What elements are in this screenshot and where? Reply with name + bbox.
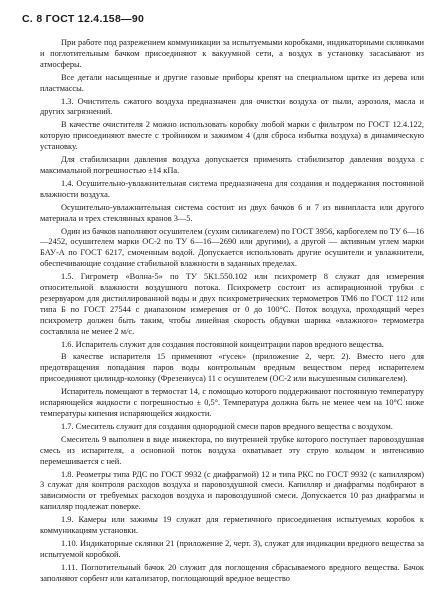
paragraph: Осушительно-увлажнительная система состоит из двух бачков 6 и 7 из винипласта или другого материала и трех стеклянных кранов 3—5. xyxy=(40,202,424,223)
paragraph: Для стабилизации давления воздуха допускается применять стабилизатор давления воздуха с максимальной погрешностью ±14 кПа. xyxy=(40,155,424,175)
paragraph: 1.3. Очиститель сжатого воздуха предназначен для очистки воздуха от пыли, аэрозоля, масла и других загрязнений. xyxy=(40,96,424,117)
paragraph: 1.5. Гигрометр «Волна-5» по ТУ 5К1.550.102 или психрометр 8 служат для измерения относительной влажности воздушного потока. Психрометр состоит из аспирационной трубки с резервуаром для дистиллированной воды и двух психрометрических термометров ТМ6 по ГОСТ 112 или типа Б по ГОСТ 27544 с диапазоном измерения от 0 до 100°С. Поток воздуха, проходящий через психрометр должен быть таким, чтобы линейная скорость обдувки шарика «влажного» термометра составляла не менее 2 м/с. xyxy=(40,272,424,336)
paragraph: Один из бачков наполняют осушителем (сухим силикагелем) по ГОСТ 3956, карбогелем по ТУ 6—16—2452, осушителем марки ОС-2 по ТУ 6—16—2690 или другими), а другой — активным углем марки БАУ-А по ГОСТ 6217, смоченным водой. Допускается использовать другие осушители и увлажнители, обеспечивающие создание стабильной влажности в заданных пределах. xyxy=(40,226,424,269)
paragraph: При работе под разрежением коммуникации за испытуемыми коробками, индикаторными склянками и поглотительным бачком присоединяют к вакуумной сети, а воздух в установку засасывают из атмосферы. xyxy=(40,38,424,69)
paragraph: 1.6. Испаритель служит для создания постоянной концентрации паров вредного вещества. xyxy=(61,339,384,349)
paragraph: 1.10. Индикаторные склянки 21 (приложение 2, черт. 3), служат для индикации вредного вещества за испытуемой коробкой. xyxy=(40,538,424,559)
paragraph: 1.9. Камеры или зажимы 19 служат для герметичного присоединения испытуемых коробок к коммуникациям установки. xyxy=(40,515,424,536)
paragraph: Смеситель 9 выполнен в виде инжектора, по внутренней трубке которого поступает паровоздушная смесь из испарителя, а основной поток воздуха охватывает эту струю кольцом и интенсивно перемешивается с ней. xyxy=(40,434,424,466)
paragraph: 1.11. Поглотительный бачок 20 служит для поглощения сбрасываемого вредного вещества. Бачок заполняют сорбент или катализатор, поглощающий вредное вещество xyxy=(40,562,424,583)
page-header: С. 8 ГОСТ 12.4.158—90 xyxy=(22,13,145,25)
document-body xyxy=(40,38,424,587)
paragraph: 1.8. Реометры типа РДС по ГОСТ 9932 (с диафрагмой) 12 и типа РКС по ГОСТ 9932 (с капилляром) 3 служат для контроля расходов воздуха и паровоздушной смеси. Капилляр и диафрагмы подбирают в зависимости от требуемых расходов воздуха и паровоздушной смеси. Допускается 10 раз диафрагмы и капилляр подлежат поверке. xyxy=(40,469,424,512)
paragraph: В качестве испарителя 15 применяют «гусек» (приложение 2, черт. 2). Вместо него для предотвращения попадания паров воды контрольным вредным веществом перед испарителем присоединяют цилиндр-колонку (Фрезениуса) 11 с осушителем (ОС-2 или высушенным силикагелем). xyxy=(40,352,424,384)
paragraph: 1.7. Смеситель служит для создания однородной смеси паров вредного вещества с воздухом. xyxy=(61,421,393,431)
paragraph: Все детали насыщенные и другие газовые приборы крепят на специальном щитке из дерева или пластмассы. xyxy=(40,72,424,93)
paragraph: 1.4. Осушительно-увлажнительная система предназначена для создания и поддержания постоянной влажности воздуха. xyxy=(40,178,424,199)
paragraph: В качестве очистителя 2 можно использовать коробку любой марки с фильтром по ГОСТ 12.4.122, которую присоединяют вместе с тройником и зажимом 4 (для сброса избытка воздуха) в динамическую установку. xyxy=(40,120,424,152)
paragraph: Испаритель помещают в термостат 14, с помощью которого поддерживают постоянную температуру испаряющейся жидкости с погрешностью ± 0,5°. Температура должна быть не менее чем на 10°С ниже температуры кипения испаряющейся жидкости. xyxy=(40,387,424,418)
